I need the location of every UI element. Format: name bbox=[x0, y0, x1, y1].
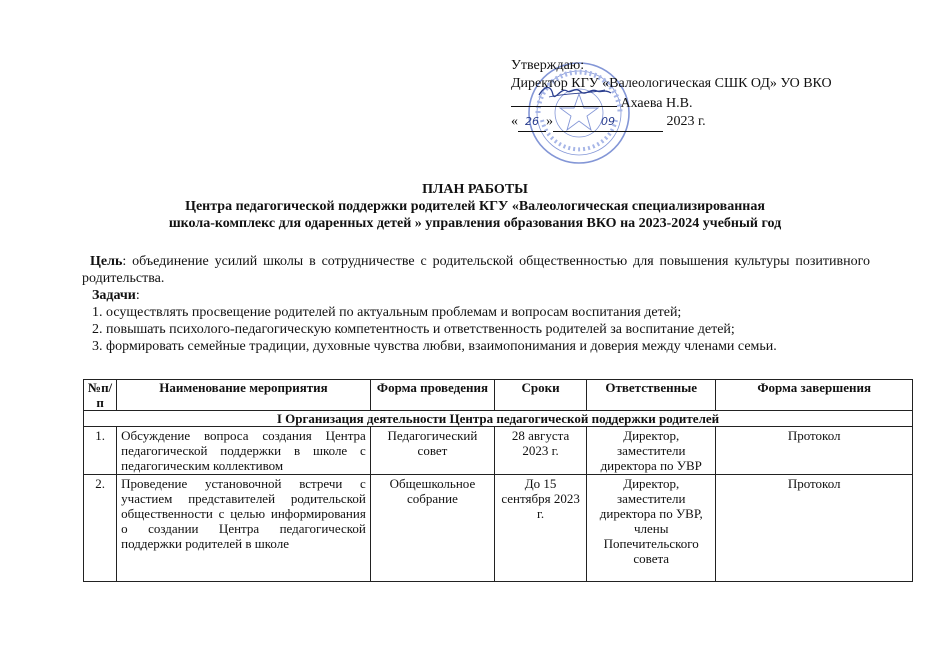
row-completion: Протокол bbox=[716, 427, 913, 475]
row-form: Педагогический совет bbox=[370, 427, 494, 475]
table-header-row bbox=[84, 380, 913, 411]
approval-name: Ахаева Н.В. bbox=[620, 96, 693, 111]
header-num: №п/п bbox=[84, 380, 117, 411]
goal-paragraph bbox=[82, 253, 870, 287]
row-num: 2. bbox=[84, 475, 117, 582]
approval-day: 26 bbox=[518, 113, 546, 132]
table-row bbox=[84, 475, 913, 582]
section-row bbox=[84, 411, 913, 427]
row-name: Проведение установочной встречи с участием представителей родительской общественности с целью информирования о создании Центра педагогической поддержки родителей в школе bbox=[117, 475, 371, 582]
approval-year: 2023 г. bbox=[666, 114, 706, 129]
signature-scribble bbox=[535, 81, 615, 103]
title-line-2: Центра педагогической поддержки родителей КГУ «Валеологическая специализированная bbox=[185, 199, 765, 214]
tasks-list bbox=[82, 304, 870, 355]
task-item: 1. осуществлять просвещение родителей по актуальным проблемам и вопросам воспитания детей; bbox=[92, 305, 682, 320]
row-name: Обсуждение вопроса создания Центра педагогической поддержки в школе с педагогическим коллективом bbox=[117, 427, 371, 475]
row-num: 1. bbox=[84, 427, 117, 475]
goal-text: : объединение усилий школы в сотрудничестве с родительской общественностью для повышения культуры позитивного родительства. bbox=[82, 254, 870, 286]
section-title: I Организация деятельности Центра педагогической поддержки родителей bbox=[84, 411, 913, 427]
header-completion: Форма завершения bbox=[716, 380, 913, 411]
title-line-1: ПЛАН РАБОТЫ bbox=[422, 182, 528, 197]
row-dates: 28 августа 2023 г. bbox=[495, 427, 587, 475]
header-name: Наименование мероприятия bbox=[117, 380, 371, 411]
plan-table bbox=[83, 379, 913, 582]
task-item: 2. повышать психолого-педагогическую компетентность и ответственность родителей за воспитание детей; bbox=[92, 322, 735, 337]
approval-date: « 26 » 09 2023 г. bbox=[511, 113, 931, 132]
approval-position: Директор КГУ «Валеологическая СШК ОД» УО ВКО bbox=[511, 76, 832, 91]
row-completion: Протокол bbox=[716, 475, 913, 582]
row-responsible: Директор, заместители директора по УВР bbox=[587, 427, 716, 475]
tasks-heading: Задачи: bbox=[92, 288, 140, 303]
goals-section bbox=[82, 253, 870, 355]
task-item: 3. формировать семейные традиции, духовные чувства любви, взаимопонимания и доверия между членами семьи. bbox=[92, 339, 777, 354]
table-row bbox=[84, 427, 913, 475]
tasks-label: Задачи bbox=[92, 288, 136, 303]
goal-label: Цель bbox=[90, 254, 123, 269]
approval-month: 09 bbox=[553, 113, 663, 132]
row-responsible: Директор, заместители директора по УВР, члены Попечительского совета bbox=[587, 475, 716, 582]
header-responsible: Ответственные bbox=[587, 380, 716, 411]
document-title bbox=[80, 181, 870, 232]
row-dates: До 15 сентября 2023 г. bbox=[495, 475, 587, 582]
header-dates: Сроки bbox=[495, 380, 587, 411]
title-line-3: школа-комплекс для одаренных детей » управления образования ВКО на 2023-2024 учебный год bbox=[168, 216, 782, 231]
row-form: Общешкольное собрание bbox=[370, 475, 494, 582]
header-form: Форма проведения bbox=[370, 380, 494, 411]
approval-heading: Утверждаю: bbox=[511, 58, 585, 73]
